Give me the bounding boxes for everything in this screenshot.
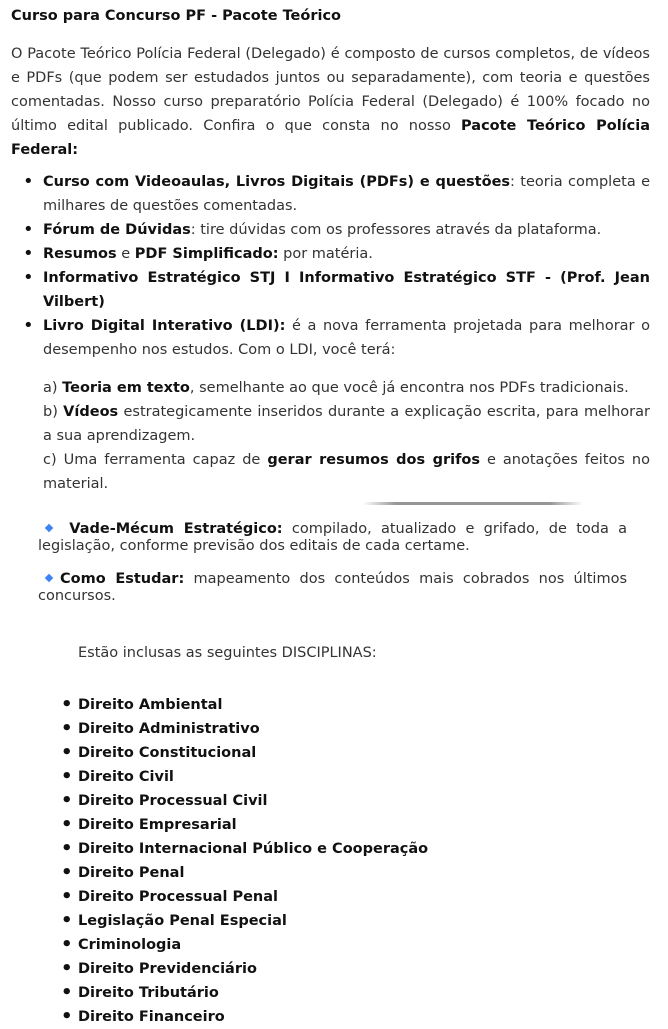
discipline-item: • Direito Penal (78, 861, 650, 885)
feature-list (11, 170, 650, 362)
feature-bold: Livro Digital Interativo (LDI): (43, 318, 286, 334)
discipline-item: • Direito Ambiental (78, 693, 650, 717)
feature-bold: PDF Simplificado: (134, 246, 279, 262)
feature-text: : teoria completa e milhares de questões comentadas. (43, 174, 650, 214)
disciplines-list (11, 693, 650, 1029)
feature-bold: Resumos (43, 246, 117, 262)
ldi-bold: gerar resumos dos grifos (267, 452, 480, 468)
feature-text: por matéria. (278, 246, 373, 262)
extra-bold: Vade-Mécum Estratégico: (69, 521, 283, 537)
ldi-pre: b) (43, 404, 64, 420)
ldi-bold: Vídeos (63, 404, 119, 420)
intro-text: O Pacote Teórico Polícia Federal (Delegado) é composto de cursos completos, de vídeos e PDFs (que podem ser estudados juntos ou separadamente), com teoria e questões comentadas. Nosso curso preparatório Polícia Federal (Delegado) é 100% focado no último edital publicado. Confira o que consta no nosso (11, 46, 650, 134)
discipline-item: • Direito Processual Civil (78, 789, 650, 813)
feature-item (43, 218, 650, 242)
ldi-pre: c) Uma ferramenta capaz de (43, 452, 268, 468)
discipline-item: • Direito Civil (78, 765, 650, 789)
feature-bold: Fórum de Dúvidas (43, 222, 191, 238)
discipline-item: • Direito Internacional Público e Cooperação (78, 837, 650, 861)
ldi-item (43, 400, 650, 448)
extra-como-estudar (38, 571, 627, 605)
extra-bold: Como Estudar: (60, 571, 185, 587)
diamond-icon (45, 524, 53, 532)
discipline-item: • Direito Tributário (78, 981, 650, 1005)
intro-bold: Pacote Teórico Polícia Federal: (11, 118, 650, 158)
intro-paragraph (11, 42, 650, 162)
feature-item (43, 266, 650, 314)
discipline-item: • Direito Previdenciário (78, 957, 650, 981)
discipline-item: • Direito Processual Penal (78, 885, 650, 909)
ldi-post: estrategicamente inseridos durante a explicação escrita, para melhorar a sua aprendizagem. (43, 404, 650, 444)
ldi-bold: Teoria em texto (62, 380, 190, 396)
extra-vade-mecum (38, 521, 627, 555)
diamond-icon (45, 574, 53, 582)
ldi-items (43, 376, 650, 496)
discipline-item: • Direito Financeiro (78, 1005, 650, 1029)
feature-text: e (116, 246, 135, 262)
feature-item (43, 170, 650, 218)
extra-text: mapeamento dos conteúdos mais cobrados nos últimos concursos. (38, 571, 627, 604)
discipline-item: • Direito Constitucional (78, 741, 650, 765)
ldi-post: e anotações feitos no material. (43, 452, 650, 492)
feature-item (43, 314, 650, 362)
page-title: Curso para Concurso PF - Pacote Teórico (11, 8, 342, 24)
discipline-item: • Direito Empresarial (78, 813, 650, 837)
disciplines-heading: Estão inclusas as seguintes DISCIPLINAS: (78, 645, 377, 661)
feature-bold: Curso com Videoaulas, Livros Digitais (PDFs) e questões (43, 174, 511, 190)
ldi-item (43, 448, 650, 496)
extra-text: compilado, atualizado e grifado, de toda a legislação, conforme previsão dos editais de cada certame. (38, 521, 628, 554)
feature-text: é a nova ferramenta projetada para melhorar o desempenho nos estudos. Com o LDI, você terá: (43, 318, 650, 358)
discipline-item: • Legislação Penal Especial (78, 909, 650, 933)
ldi-item (43, 376, 650, 400)
feature-item (43, 242, 650, 266)
ldi-post: , semelhante ao que você já encontra nos PDFs tradicionais. (189, 380, 629, 396)
divider-shadow (363, 502, 583, 505)
feature-text: : tire dúvidas com os professores através da plataforma. (190, 222, 602, 238)
feature-bold: Informativo Estratégico STJ I Informativo Estratégico STF - (Prof. Jean Vilbert) (43, 270, 650, 310)
discipline-item: • Criminologia (78, 933, 650, 957)
discipline-item: • Direito Administrativo (78, 717, 650, 741)
ldi-pre: a) (43, 380, 63, 396)
